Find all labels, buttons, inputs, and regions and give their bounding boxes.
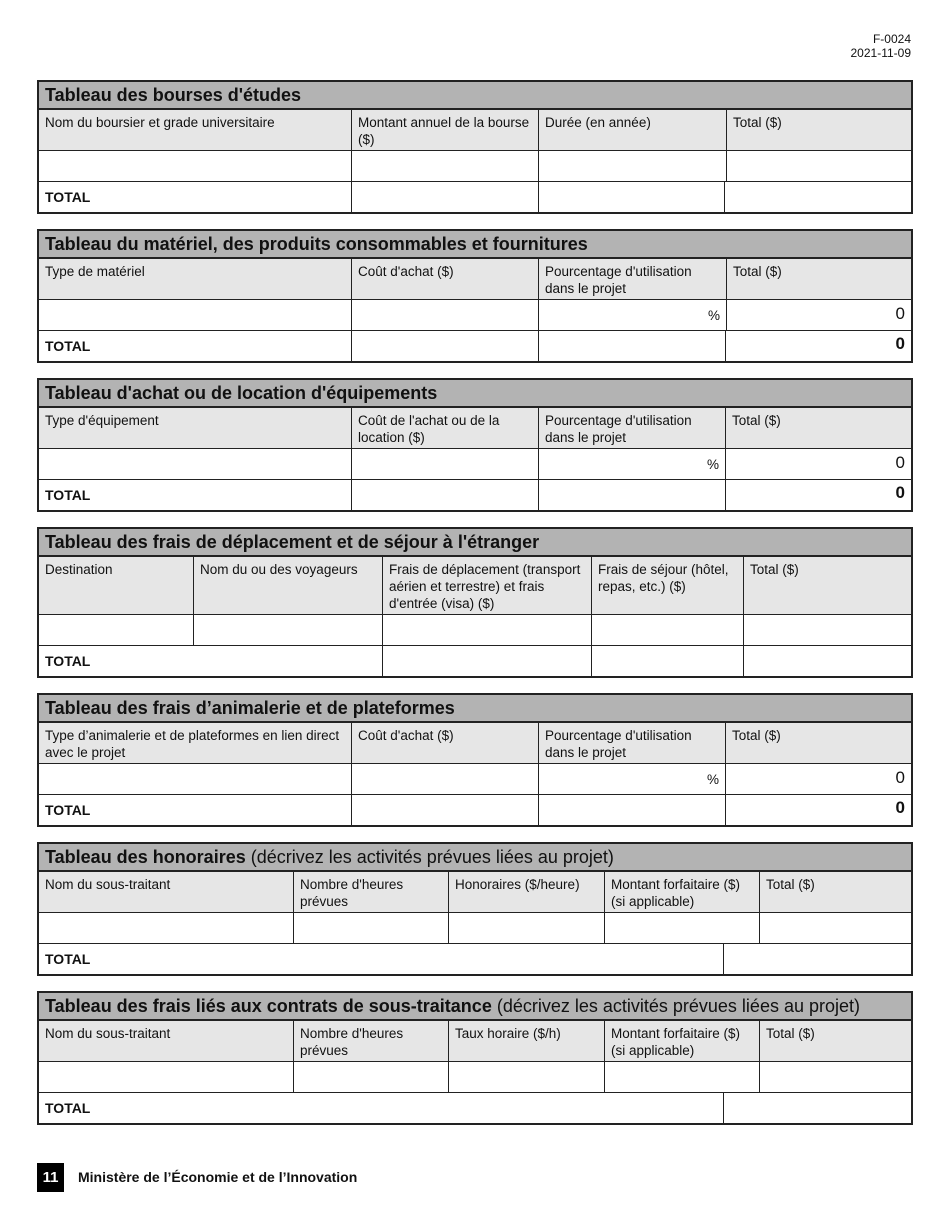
grand-total-field: 0 [725, 795, 911, 825]
column-header: Montant forfaitaire ($) (si applicable) [604, 1021, 759, 1061]
total-sejour-field[interactable] [591, 646, 743, 676]
table-title: Tableau du matériel, des produits consommables et fournitures [39, 231, 911, 258]
row-total-field: 0 [726, 300, 911, 330]
row-total-input[interactable] [759, 1062, 911, 1092]
total-pct-field[interactable] [538, 480, 725, 510]
sous-traitant-input[interactable] [39, 1062, 293, 1092]
title-note: (décrivez les activités prévues liées au projet) [496, 996, 860, 1016]
total-montant-field[interactable] [351, 182, 538, 212]
column-header: Total ($) [725, 408, 911, 448]
forfaitaire-input[interactable] [604, 913, 759, 943]
title-bold: Tableau des frais liés aux contrats de sous-traitance [45, 996, 492, 1016]
title-bold: Tableau des honoraires [45, 847, 246, 867]
column-header: Pourcentage d'utilisation dans le projet [538, 408, 725, 448]
column-header: Frais de déplacement (transport aérien et terrestre) et frais d'entrée (visa) ($) [382, 557, 591, 614]
column-header: Nom du sous-traitant [39, 1021, 293, 1061]
column-header: Taux horaire ($/h) [448, 1021, 604, 1061]
total-label: TOTAL [45, 487, 91, 503]
column-header: Pourcentage d'utilisation dans le projet [538, 723, 725, 763]
column-header: Type d'équipement [39, 408, 351, 448]
column-header: Total ($) [743, 557, 911, 614]
form-code: F-0024 [872, 32, 911, 46]
form-code-block [851, 32, 912, 60]
montant-annuel-input[interactable] [351, 151, 538, 181]
column-header: Total ($) [726, 259, 911, 299]
total-label: TOTAL [45, 951, 91, 967]
column-header: Coût d'achat ($) [351, 723, 538, 763]
frais-sejour-input[interactable] [591, 615, 743, 645]
table-animalerie [37, 693, 913, 827]
honoraires-input[interactable] [448, 913, 604, 943]
column-header: Type de matériel [39, 259, 351, 299]
column-header: Total ($) [759, 872, 911, 912]
sous-traitant-input[interactable] [39, 913, 293, 943]
grand-total-field: 0 [725, 331, 911, 361]
total-label: TOTAL [45, 653, 91, 669]
pourcentage-input[interactable]: % [538, 300, 726, 330]
total-label: TOTAL [45, 189, 91, 205]
table-title: Tableau des bourses d'études [39, 82, 911, 109]
cout-achat-input[interactable] [351, 300, 538, 330]
total-deplacement-field[interactable] [382, 646, 591, 676]
destination-input[interactable] [39, 615, 193, 645]
ministry-name: Ministère de l’Économie et de l’Innovation [78, 1169, 358, 1185]
column-header: Durée (en année) [538, 110, 726, 150]
pourcentage-input[interactable]: % [538, 764, 725, 794]
column-header: Coût de l'achat ou de la location ($) [351, 408, 538, 448]
row-total-input[interactable] [726, 151, 911, 181]
grand-total-field[interactable] [723, 1093, 911, 1123]
page-number: 11 [37, 1163, 64, 1192]
row-total-input[interactable] [743, 615, 911, 645]
cout-location-input[interactable] [351, 449, 538, 479]
table-title: Tableau des frais de déplacement et de séjour à l'étranger [39, 529, 911, 556]
row-total-input[interactable] [759, 913, 911, 943]
column-header: Montant annuel de la bourse ($) [351, 110, 538, 150]
boursier-name-input[interactable] [39, 151, 351, 181]
table-deplacement [37, 527, 913, 678]
column-header: Nombre d'heures prévues [293, 872, 448, 912]
total-pct-field[interactable] [538, 331, 725, 361]
column-header: Destination [39, 557, 193, 614]
column-header: Type d’animalerie et de plateformes en lien direct avec le projet [39, 723, 351, 763]
column-header: Frais de séjour (hôtel, repas, etc.) ($) [591, 557, 743, 614]
total-label: TOTAL [45, 338, 91, 354]
total-cout-field[interactable] [351, 795, 538, 825]
grand-total-field[interactable] [723, 944, 911, 974]
table-honoraires [37, 842, 913, 976]
grand-total-field[interactable] [724, 182, 911, 212]
column-header: Nom du sous-traitant [39, 872, 293, 912]
table-title [39, 844, 911, 871]
total-label: TOTAL [45, 802, 91, 818]
column-header: Honoraires ($/heure) [448, 872, 604, 912]
cout-achat-input[interactable] [351, 764, 538, 794]
materiel-type-input[interactable] [39, 300, 351, 330]
table-title: Tableau des frais d’animalerie et de plateformes [39, 695, 911, 722]
duree-input[interactable] [538, 151, 726, 181]
table-sous-traitance [37, 991, 913, 1125]
grand-total-field: 0 [725, 480, 911, 510]
row-total-field: 0 [725, 764, 911, 794]
table-title [39, 993, 911, 1020]
column-header: Total ($) [759, 1021, 911, 1061]
row-total-field: 0 [725, 449, 911, 479]
column-header: Total ($) [725, 723, 911, 763]
total-cout-field[interactable] [351, 480, 538, 510]
equipement-type-input[interactable] [39, 449, 351, 479]
total-label: TOTAL [45, 1100, 91, 1116]
grand-total-field[interactable] [743, 646, 911, 676]
form-date: 2021-11-09 [850, 46, 911, 60]
column-header: Pourcentage d'utilisation dans le projet [538, 259, 726, 299]
total-cout-field[interactable] [351, 331, 538, 361]
total-pct-field[interactable] [538, 795, 725, 825]
column-header: Coût d'achat ($) [351, 259, 538, 299]
total-duree-field[interactable] [538, 182, 724, 212]
forfaitaire-input[interactable] [604, 1062, 759, 1092]
heures-input[interactable] [293, 913, 448, 943]
frais-deplacement-input[interactable] [382, 615, 591, 645]
table-equipements [37, 378, 913, 512]
title-note: (décrivez les activités prévues liées au projet) [250, 847, 614, 867]
column-header: Total ($) [726, 110, 911, 150]
animalerie-type-input[interactable] [39, 764, 351, 794]
pourcentage-input[interactable]: % [538, 449, 725, 479]
column-header: Nom du boursier et grade universitaire [39, 110, 351, 150]
heures-input[interactable] [293, 1062, 448, 1092]
table-bourses [37, 80, 913, 214]
column-header: Nom du ou des voyageurs [193, 557, 382, 614]
table-title: Tableau d'achat ou de location d'équipements [39, 380, 911, 407]
voyageurs-input[interactable] [193, 615, 382, 645]
taux-horaire-input[interactable] [448, 1062, 604, 1092]
column-header: Nombre d'heures prévues [293, 1021, 448, 1061]
column-header: Montant forfaitaire ($) (si applicable) [604, 872, 759, 912]
table-materiel [37, 229, 913, 363]
